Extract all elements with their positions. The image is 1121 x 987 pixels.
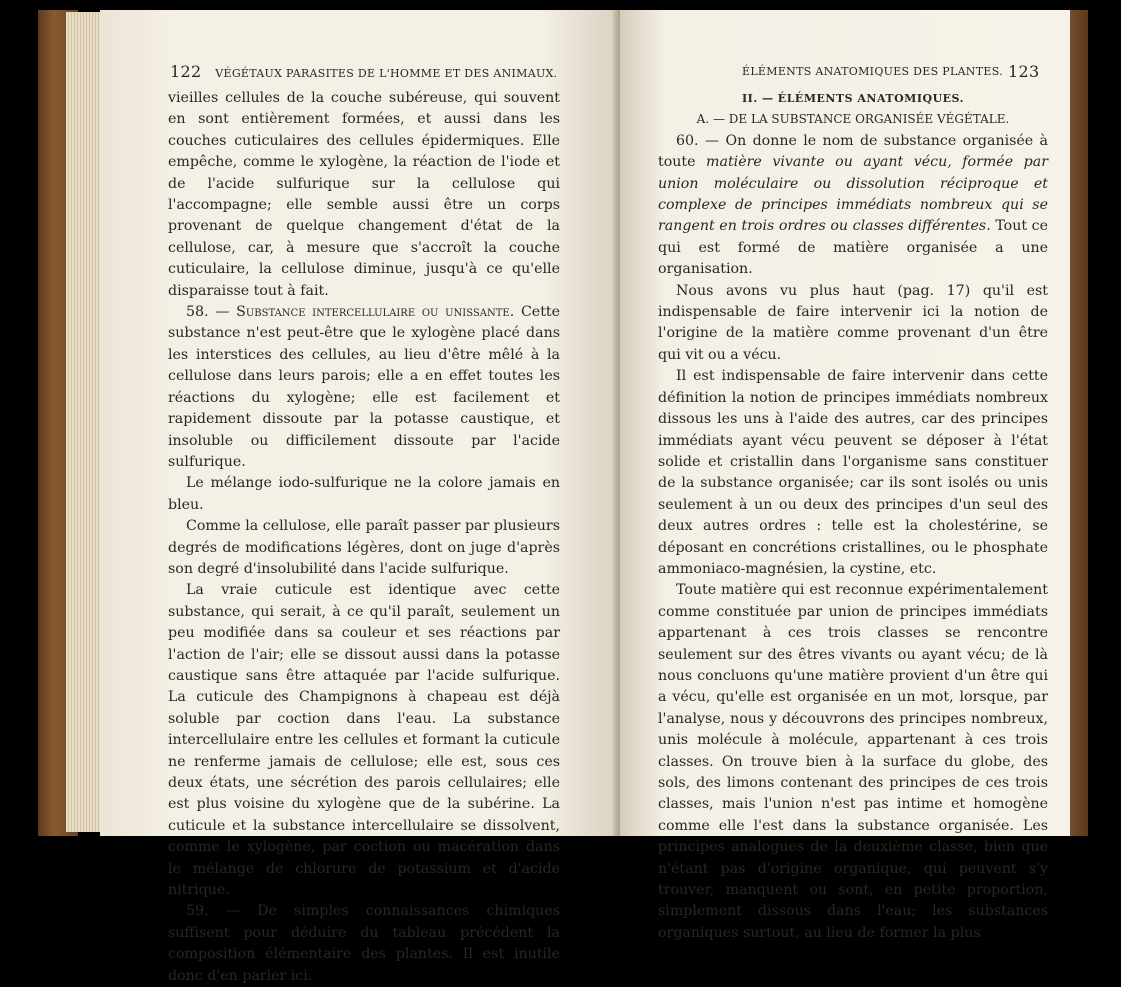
right-paragraph-2: Nous avons vu plus haut (pag. 17) qu'il est indispensable de faire intervenir ici la notion de l'origine de la matière comme provenant d'un être qui vit ou a vécu.	[658, 282, 1048, 363]
open-book	[38, 10, 1088, 984]
right-paragraph-1-lead: 60. — On donne le nom de substance organisée à toute	[658, 132, 1048, 171]
right-paragraph-1	[658, 131, 1048, 281]
right-paragraph-3: Il est indispensable de faire intervenir dans cette définition la notion de principes immédiats nombreux dissous les uns à l'aide des autres, car des principes immédiats ayant vécu peuvent se déposer à l'état solide et cristallin dans l'organisme sans constituer de la substance organisée; car ils sont isolés ou unis seulement à un ou deux des principes d'un seul des deux autres ordres : telle est la cholestérine, se déposant en concrétions cristallines, ou le phosphate ammoniaco-magnésien, la cystine, etc.	[658, 368, 1048, 577]
right-running-title: ÉLÉMENTS ANATOMIQUES DES PLANTES.	[742, 65, 1003, 78]
left-running-head	[170, 62, 557, 81]
book-cover-right	[1068, 10, 1088, 836]
left-paragraph-2-body: Cette substance n'est peut-être que le xylogène placé dans les interstices des cellules, au lieu d'être mêlé à la cellulose dans leurs parois; elle a en effet toutes les réactions du xylogène; elle est facilement et rapidement dissoute par la potasse caustique, et insoluble ou difficilement dissoute par l'acide sulfurique.	[168, 304, 560, 470]
right-page	[620, 10, 1070, 941]
subsection-title: A. — DE LA SUBSTANCE ORGANISÉE VÉGÉTALE.	[696, 112, 1010, 127]
left-paragraph-3: Le mélange iodo-sulfurique ne la colore jamais en bleu.	[168, 475, 560, 513]
left-running-title: VÉGÉTAUX PARASITES DE L'HOMME ET DES ANIMAUX.	[215, 67, 558, 80]
left-page-number: 122	[170, 62, 202, 81]
right-paragraph-1-definition: matière vivante ou ayant vécu, formée par union moléculaire ou dissolution réciproque et complexe de principes immédiats nombreux qui se rangent en trois ordres ou classes différentes.	[658, 154, 1048, 235]
left-paragraph-2	[168, 302, 560, 473]
section-title: II. — ÉLÉMENTS ANATOMIQUES.	[742, 92, 964, 105]
right-page-number: 123	[1008, 62, 1040, 81]
left-paragraph-6: 59. — De simples connaissances chimiques suffisent pour déduire du tableau précédent la composition élémentaire des plantes. Il est inutile donc d'en parler ici.	[168, 903, 560, 984]
right-paragraph-4: Toute matière qui est reconnue expérimentalement comme constituée par union de principes immédiats appartenant à ces trois classes se rencontre seulement sur des êtres vivants ou ayant vécu; de là nous concluons qu'une matière provient d'un être qui a vécu, qu'elle est organisée en un mot, lorsque, par l'analyse, nous y découvrons des principes nombreux, unis molécule à molécule, appartenant à ces trois classes. On trouve bien à la surface du globe, des sols, des limons contenant des principes de ces trois classes, mais l'union n'est pas intime et homogène comme elle l'est dans la substance organisée. Les principes analogues de la deuxième classe, bien que n'étant pas d'origine organique, qui peuvent s'y trouver, manquent ou sont, en petite proportion, simplement dissous dans l'eau; les substances organiques surtout, au lieu de former la plus	[658, 582, 1048, 941]
left-paragraph-5: La vraie cuticule est identique avec cette substance, qui serait, à ce qu'il paraît, seulement un peu modifiée dans sa couleur et ses réactions par l'action de l'air; elle se dissout aussi dans la potasse caustique sans être attaquée par l'acide sulfurique. La cuticule des Champignons à chapeau est déjà soluble par coction dans l'eau. La substance intercellulaire entre les cellules et formant la cuticule ne renferme jamais de cellulose; elle est, sous ces deux états, une sécrétion des parois cellulaires; elle est plus voisine du xylogène que de la subérine. La cuticule et la substance intercellulaire se dissolvent, comme le xylogène, par coction ou macération dans le mélange de chlorure de potassium et d'acide nitrique.	[168, 582, 560, 899]
left-paragraph-4: Comme la cellulose, elle paraît passer par plusieurs degrés de modifications légères, dont on juge d'après son degré d'insolubilité dans l'acide sulfurique.	[168, 518, 560, 577]
left-body	[168, 88, 560, 987]
right-body	[658, 88, 1048, 944]
left-page	[100, 10, 618, 984]
left-paragraph-2-lead: 58. — Substance intercellulaire ou unissante.	[186, 304, 515, 321]
right-paragraph-1-tail: Tout ce qui est formé de matière organisée a une organisation.	[658, 218, 1049, 278]
left-paragraph-1: vieilles cellules de la couche subéreuse, qui souvent en sont entièrement formées, et aussi dans les couches cuticulaires des cellules épidermiques. Elle empêche, comme le xylogène, la réaction de l'iode et de l'acide sulfurique sur la cellulose qui l'accompagne; elle semble aussi être un corps provenant de quelque changement d'état de la cellulose, car, à mesure que s'accroît la couche cuticulaire, la cellulose diminue, jusqu'à ce qu'elle disparaisse tout à fait.	[168, 90, 560, 299]
